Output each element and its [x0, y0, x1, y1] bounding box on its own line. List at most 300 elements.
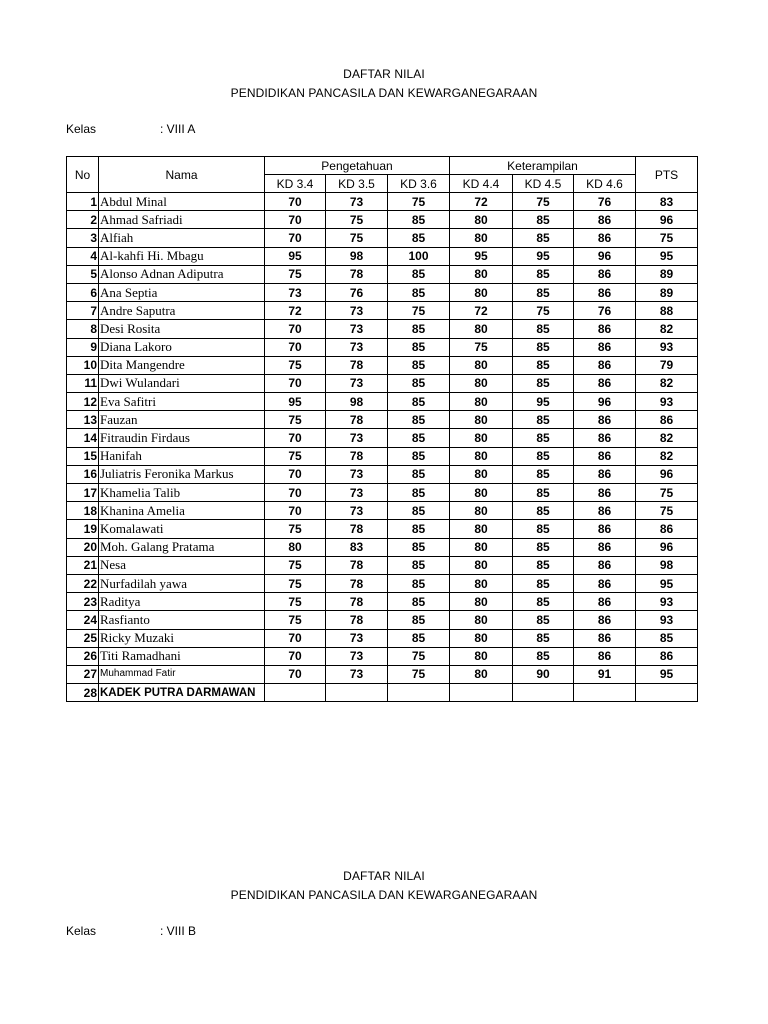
kd-score: 86: [574, 211, 636, 229]
kd-score: 86: [574, 265, 636, 283]
kd-score: 85: [388, 447, 450, 465]
row-number: 24: [67, 611, 99, 629]
row-number: 10: [67, 356, 99, 374]
table-row: [67, 356, 698, 374]
student-name: Khanina Amelia: [99, 502, 265, 520]
kd-score: 73: [326, 665, 388, 683]
table-row: [67, 665, 698, 683]
kd-score: 80: [450, 629, 513, 647]
student-name: KADEK PUTRA DARMAWAN: [99, 684, 265, 702]
kd-score: 100: [388, 247, 450, 265]
kd-score: 75: [265, 356, 326, 374]
kd-score: 85: [513, 647, 574, 665]
student-name: Desi Rosita: [99, 320, 265, 338]
kd-score: 86: [574, 629, 636, 647]
table-row: [67, 629, 698, 647]
pts-score: 82: [636, 320, 698, 338]
table-row: [67, 374, 698, 392]
kd-score: 85: [388, 593, 450, 611]
kd-score: 70: [265, 647, 326, 665]
student-name: Moh. Galang Pratama: [99, 538, 265, 556]
kd-score: 85: [513, 484, 574, 502]
kd-score: 85: [513, 593, 574, 611]
kd-score: 80: [450, 593, 513, 611]
row-number: 6: [67, 283, 99, 301]
pts-score: 88: [636, 302, 698, 320]
kd-score: 80: [450, 611, 513, 629]
kd-score: 70: [265, 665, 326, 683]
kd-score: 73: [326, 465, 388, 483]
table-row: [67, 574, 698, 592]
kd-score: 75: [326, 211, 388, 229]
header-row-1: [67, 157, 698, 175]
kd-score: 73: [326, 320, 388, 338]
kd-score: 78: [326, 574, 388, 592]
table-row: [67, 465, 698, 483]
table-row: [67, 447, 698, 465]
kd-score: 70: [265, 629, 326, 647]
kd-score: 80: [450, 465, 513, 483]
kd-score: 86: [574, 429, 636, 447]
kd-score: 86: [574, 520, 636, 538]
kd-score: 75: [388, 647, 450, 665]
kd-score: 78: [326, 411, 388, 429]
kd-score: 86: [574, 283, 636, 301]
kd-score: 85: [388, 629, 450, 647]
kd-score: 85: [513, 374, 574, 392]
kd-score: 80: [450, 520, 513, 538]
header-kd: KD 3.4: [265, 175, 326, 193]
kd-score: 85: [513, 611, 574, 629]
kd-score: 83: [326, 538, 388, 556]
kd-score: 95: [513, 247, 574, 265]
kd-score: 70: [265, 502, 326, 520]
row-number: 11: [67, 374, 99, 392]
row-number: 13: [67, 411, 99, 429]
kd-score: 85: [388, 211, 450, 229]
row-number: 27: [67, 665, 99, 683]
kd-score: 78: [326, 265, 388, 283]
pts-score: 82: [636, 429, 698, 447]
kd-score: 75: [265, 265, 326, 283]
student-name: Abdul Minal: [99, 193, 265, 211]
kd-score: 75: [388, 193, 450, 211]
kd-score: 85: [513, 356, 574, 374]
pts-score: 75: [636, 502, 698, 520]
student-name: Eva Safitri: [99, 393, 265, 411]
kd-score: 80: [450, 574, 513, 592]
row-number: 12: [67, 393, 99, 411]
kd-score: 80: [450, 211, 513, 229]
pts-score: 86: [636, 411, 698, 429]
pts-score: 93: [636, 593, 698, 611]
kd-score: [388, 684, 450, 702]
pts-score: 95: [636, 247, 698, 265]
pts-score: 98: [636, 556, 698, 574]
kd-score: 85: [513, 465, 574, 483]
kd-score: 85: [388, 520, 450, 538]
kd-score: 95: [265, 247, 326, 265]
kd-score: 73: [326, 193, 388, 211]
kd-score: 78: [326, 356, 388, 374]
kd-score: [326, 684, 388, 702]
kd-score: 85: [513, 211, 574, 229]
kd-score: 85: [513, 574, 574, 592]
pts-score: 93: [636, 338, 698, 356]
kd-score: 73: [326, 302, 388, 320]
row-number: 16: [67, 465, 99, 483]
kd-score: 75: [265, 611, 326, 629]
student-name: Fitraudin Firdaus: [99, 429, 265, 447]
table-row: [67, 593, 698, 611]
grades-body: [67, 193, 698, 702]
kd-score: 85: [388, 393, 450, 411]
kd-score: 80: [450, 229, 513, 247]
kd-score: 85: [388, 338, 450, 356]
kd-score: 86: [574, 374, 636, 392]
table-row: [67, 283, 698, 301]
kd-score: 75: [265, 520, 326, 538]
student-name: Andre Saputra: [99, 302, 265, 320]
kd-score: 70: [265, 229, 326, 247]
kd-score: 70: [265, 429, 326, 447]
kd-score: 80: [450, 411, 513, 429]
table-row: [67, 211, 698, 229]
row-number: 1: [67, 193, 99, 211]
row-number: 7: [67, 302, 99, 320]
student-name: Rasfianto: [99, 611, 265, 629]
row-number: 18: [67, 502, 99, 520]
table-row: [67, 484, 698, 502]
kd-score: 75: [265, 411, 326, 429]
kd-score: 85: [388, 465, 450, 483]
document-subtitle: PENDIDIKAN PANCASILA DAN KEWARGANEGARAAN: [230, 86, 538, 100]
kd-score: 76: [326, 283, 388, 301]
kd-score: 73: [326, 647, 388, 665]
pts-score: [636, 684, 698, 702]
kd-score: 85: [388, 283, 450, 301]
kd-score: 98: [326, 247, 388, 265]
kd-score: 85: [388, 538, 450, 556]
kd-score: 78: [326, 520, 388, 538]
row-number: 21: [67, 556, 99, 574]
student-name: Titi Ramadhani: [99, 647, 265, 665]
kd-score: 85: [388, 611, 450, 629]
table-row: [67, 229, 698, 247]
row-number: 25: [67, 629, 99, 647]
kd-score: 73: [326, 484, 388, 502]
pts-score: 89: [636, 265, 698, 283]
table-row: [67, 647, 698, 665]
student-name: Ana Septia: [99, 283, 265, 301]
kd-score: 85: [388, 374, 450, 392]
kd-score: 96: [574, 393, 636, 411]
table-row: [67, 429, 698, 447]
kd-score: 80: [450, 665, 513, 683]
kd-score: 76: [574, 193, 636, 211]
grades-table: [66, 156, 698, 702]
student-name: Nesa: [99, 556, 265, 574]
kd-score: 96: [574, 247, 636, 265]
kd-score: 85: [513, 556, 574, 574]
row-number: 23: [67, 593, 99, 611]
student-name: Al-kahfi Hi. Mbagu: [99, 247, 265, 265]
pts-score: 75: [636, 229, 698, 247]
kd-score: 80: [450, 447, 513, 465]
kd-score: 86: [574, 338, 636, 356]
kd-score: 85: [513, 538, 574, 556]
kd-score: 85: [388, 229, 450, 247]
kd-score: 85: [513, 429, 574, 447]
kd-score: 85: [388, 265, 450, 283]
header-keterampilan: Keterampilan: [450, 157, 636, 175]
kd-score: 75: [265, 447, 326, 465]
kd-score: 75: [513, 193, 574, 211]
pts-score: 93: [636, 393, 698, 411]
document-subtitle: PENDIDIKAN PANCASILA DAN KEWARGANEGARAAN: [230, 888, 538, 902]
pts-score: 95: [636, 574, 698, 592]
table-row: [67, 393, 698, 411]
pts-score: 75: [636, 484, 698, 502]
pts-score: 85: [636, 629, 698, 647]
student-name: Komalawati: [99, 520, 265, 538]
table-row: [67, 611, 698, 629]
kd-score: 80: [450, 374, 513, 392]
kd-score: 73: [265, 283, 326, 301]
kd-score: 91: [574, 665, 636, 683]
document-title: DAFTAR NILAI: [343, 869, 425, 883]
kd-score: 95: [265, 393, 326, 411]
table-row: [67, 556, 698, 574]
row-number: 26: [67, 647, 99, 665]
pts-score: 79: [636, 356, 698, 374]
kd-score: 86: [574, 593, 636, 611]
kd-score: 85: [388, 320, 450, 338]
kd-score: 72: [265, 302, 326, 320]
kd-score: 80: [450, 556, 513, 574]
table-row: [67, 538, 698, 556]
kd-score: 85: [388, 429, 450, 447]
row-number: 8: [67, 320, 99, 338]
row-number: 5: [67, 265, 99, 283]
pts-score: 95: [636, 665, 698, 683]
table-row: [67, 247, 698, 265]
kd-score: 85: [388, 411, 450, 429]
kd-score: 86: [574, 647, 636, 665]
kd-score: 85: [388, 502, 450, 520]
kd-score: [450, 684, 513, 702]
kd-score: 86: [574, 574, 636, 592]
row-number: 22: [67, 574, 99, 592]
kd-score: 75: [388, 302, 450, 320]
table-row: [67, 520, 698, 538]
kd-score: 85: [513, 502, 574, 520]
student-name: Ricky Muzaki: [99, 629, 265, 647]
kd-score: 85: [513, 520, 574, 538]
table-row: [67, 502, 698, 520]
kd-score: 85: [513, 447, 574, 465]
kd-score: 70: [265, 338, 326, 356]
kd-score: 86: [574, 484, 636, 502]
row-number: 14: [67, 429, 99, 447]
kd-score: 70: [265, 211, 326, 229]
student-name: Alfiah: [99, 229, 265, 247]
kd-score: 80: [265, 538, 326, 556]
kd-score: 78: [326, 611, 388, 629]
kd-score: 86: [574, 502, 636, 520]
kd-score: 73: [326, 502, 388, 520]
header-pengetahuan: Pengetahuan: [265, 157, 450, 175]
kd-score: 70: [265, 484, 326, 502]
kd-score: [265, 684, 326, 702]
pts-score: 96: [636, 465, 698, 483]
kd-score: 80: [450, 647, 513, 665]
kd-score: 72: [450, 302, 513, 320]
pts-score: 82: [636, 447, 698, 465]
header-pts: PTS: [636, 157, 698, 193]
pts-score: 93: [636, 611, 698, 629]
pts-score: 86: [636, 647, 698, 665]
kd-score: 73: [326, 338, 388, 356]
kd-score: 86: [574, 320, 636, 338]
kd-score: 75: [265, 593, 326, 611]
kd-score: 80: [450, 320, 513, 338]
kd-score: 70: [265, 374, 326, 392]
student-name: Dita Mangendre: [99, 356, 265, 374]
kd-score: 85: [388, 484, 450, 502]
pts-score: 96: [636, 211, 698, 229]
kd-score: 85: [513, 265, 574, 283]
pts-score: 96: [636, 538, 698, 556]
kd-score: [574, 684, 636, 702]
kd-score: 86: [574, 538, 636, 556]
kd-score: 86: [574, 611, 636, 629]
kd-score: 78: [326, 593, 388, 611]
kd-score: 80: [450, 502, 513, 520]
student-name: Muhammad Fatir: [99, 665, 265, 683]
pts-score: 83: [636, 193, 698, 211]
header-nama: Nama: [99, 157, 265, 193]
student-name: Fauzan: [99, 411, 265, 429]
pts-score: 86: [636, 520, 698, 538]
kd-score: 85: [388, 556, 450, 574]
kd-score: 86: [574, 229, 636, 247]
header-kd: KD 4.5: [513, 175, 574, 193]
document-title: DAFTAR NILAI: [343, 67, 425, 81]
kd-score: 80: [450, 429, 513, 447]
kd-score: 75: [450, 338, 513, 356]
kd-score: 73: [326, 429, 388, 447]
row-number: 20: [67, 538, 99, 556]
header-kd: KD 4.6: [574, 175, 636, 193]
kd-score: 85: [513, 411, 574, 429]
table-row: [67, 338, 698, 356]
kelas-value: : VIII B: [160, 924, 197, 938]
student-name: Ahmad Safriadi: [99, 211, 265, 229]
kd-score: 86: [574, 465, 636, 483]
kd-score: 80: [450, 393, 513, 411]
kd-score: 80: [450, 484, 513, 502]
kd-score: [513, 684, 574, 702]
header-kd: KD 4.4: [450, 175, 513, 193]
kd-score: 75: [326, 229, 388, 247]
kd-score: 72: [450, 193, 513, 211]
kd-score: 70: [265, 320, 326, 338]
student-name: Khamelia Talib: [99, 484, 265, 502]
kd-score: 75: [513, 302, 574, 320]
table-row: [67, 265, 698, 283]
table-row: [67, 684, 698, 702]
kd-score: 98: [326, 393, 388, 411]
kd-score: 85: [513, 338, 574, 356]
student-name: Hanifah: [99, 447, 265, 465]
kd-score: 78: [326, 447, 388, 465]
row-number: 3: [67, 229, 99, 247]
kd-score: 75: [265, 574, 326, 592]
kd-score: 86: [574, 411, 636, 429]
kd-score: 75: [388, 665, 450, 683]
kd-score: 80: [450, 283, 513, 301]
student-name: Nurfadilah yawa: [99, 574, 265, 592]
kd-score: 86: [574, 356, 636, 374]
kd-score: 73: [326, 374, 388, 392]
kd-score: 90: [513, 665, 574, 683]
table-row: [67, 193, 698, 211]
table-row: [67, 302, 698, 320]
kd-score: 85: [388, 356, 450, 374]
row-number: 17: [67, 484, 99, 502]
kelas-label: Kelas: [66, 122, 97, 136]
kd-score: 86: [574, 447, 636, 465]
row-number: 19: [67, 520, 99, 538]
kd-score: 75: [265, 556, 326, 574]
kd-score: 85: [513, 629, 574, 647]
pts-score: 89: [636, 283, 698, 301]
kd-score: 85: [513, 320, 574, 338]
kd-score: 85: [388, 574, 450, 592]
student-name: Raditya: [99, 593, 265, 611]
kd-score: 85: [513, 229, 574, 247]
kelas-label: Kelas: [66, 924, 97, 938]
row-number: 9: [67, 338, 99, 356]
table-row: [67, 411, 698, 429]
student-name: Dwi Wulandari: [99, 374, 265, 392]
kd-score: 70: [265, 193, 326, 211]
kd-score: 80: [450, 538, 513, 556]
kelas-value: : VIII A: [160, 122, 196, 136]
header-kd: KD 3.5: [326, 175, 388, 193]
pts-score: 82: [636, 374, 698, 392]
kd-score: 86: [574, 556, 636, 574]
kd-score: 85: [513, 283, 574, 301]
kd-score: 70: [265, 465, 326, 483]
kd-score: 95: [513, 393, 574, 411]
kd-score: 73: [326, 629, 388, 647]
kd-score: 80: [450, 265, 513, 283]
row-number: 15: [67, 447, 99, 465]
row-number: 2: [67, 211, 99, 229]
table-row: [67, 320, 698, 338]
kd-score: 78: [326, 556, 388, 574]
student-name: Diana Lakoro: [99, 338, 265, 356]
row-number: 28: [67, 684, 99, 702]
student-name: Alonso Adnan Adiputra: [99, 265, 265, 283]
student-name: Juliatris Feronika Markus: [99, 465, 265, 483]
kd-score: 80: [450, 356, 513, 374]
row-number: 4: [67, 247, 99, 265]
header-kd: KD 3.6: [388, 175, 450, 193]
kd-score: 95: [450, 247, 513, 265]
